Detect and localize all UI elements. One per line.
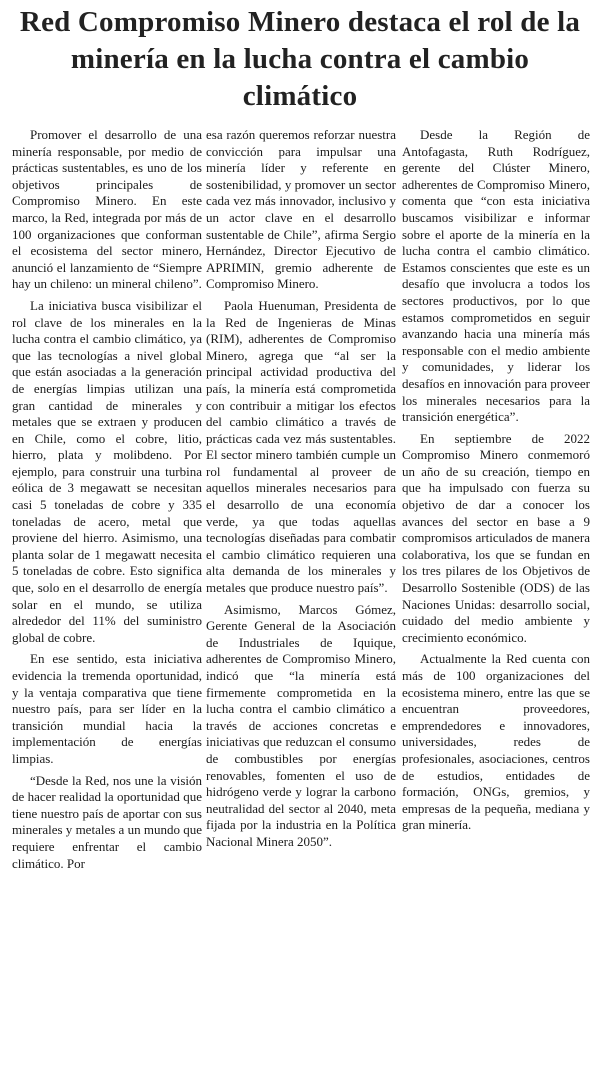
paragraph: Actualmente la Red cuenta con más de 100 organizaciones del ecosistema minero, entre las que se encuentran proveedores, emprendedores e innovadores, universidades, redes de profesionales, asociaciones, centros de estudios, entidades de formación, ONGs, gremios, y empresas de la pequeña, mediana y gran minería.: [402, 651, 590, 833]
paragraph-continued: esa razón queremos reforzar nuestra convicción para impulsar una minería líder y referente en sostenibilidad, y promover un sector cada vez más innovador, inclusivo y un actor clave en el desarrollo sustentable de Chile”, afirma Sergio Hernández, Director Ejecutivo de APRIMIN, gremio adherente de Compromiso Minero.: [206, 127, 396, 292]
paragraph: Paola Huenuman, Presidenta de la Red de Ingenieras de Minas (RIM), adherentes de Compromiso Minero, agrega que “al ser la principal actividad productiva del país, la minería está comprometida con contribuir a mitigar los efectos del cambio climático a través de prácticas cada vez más sustentables. El sector minero también cumple un rol fundamental al proveer de aquellos minerales necesarios para el desarrollo de una economía verde, ya que todas aquellas tecnologías diseñadas para combatir el cambio climático requieren una alta demanda de los minerales y metales que produce nuestro país”.: [206, 297, 396, 596]
paragraph: “Desde la Red, nos une la visión de hacer realidad la oportunidad que tiene nuestro país de aportar con sus minerales y metales a un mundo que requiere enfrentar el cambio climático. Por: [12, 772, 202, 871]
article-headline: Red Compromiso Minero destaca el rol de la minería en la lucha contra el cambio climático: [19, 6, 581, 112]
article-column-3: [402, 127, 590, 1075]
paragraph: En septiembre de 2022 Compromiso Minero conmemoró un año de su creación, tiempo en que ha impulsado con fuerza su objetivo de dar a conocer los avances del sector en base a 9 compromisos articulados de manera colaborativa, los que se fundan en los tres pilares de los Objetivos de Desarrollo Sostenible (ODS) de las Naciones Unidas: desarrollo social, cuidado del medio ambiente y crecimiento económico.: [402, 430, 590, 645]
paragraph: Promover el desarrollo de una minería responsable, por medio de prácticas sustentables, es uno de los objetivos principales de Compromiso Minero. En este marco, la Red, integrada por más de 100 organizaciones que conforman el ecosistema del sector minero, anunció el lanzamiento de “Siempre hay un chileno: un mineral chileno”.: [12, 127, 202, 292]
paragraph: Asimismo, Marcos Gómez, Gerente General de la Asociación de Industriales de Iquique, adherentes de Compromiso Minero, indicó que “la minería está firmemente comprometida en la lucha contra el cambio climático a través de acciones concretas e iniciativas que reduzcan el consumo de combustibles por energías renovables, fomenten el uso de hidrógeno verde y lograr la carbono neutralidad del sector al 2040, meta fijada por la industria en la Política Nacional Minera 2050”.: [206, 601, 396, 849]
paragraph: Desde la Región de Antofagasta, Ruth Rodríguez, gerente del Clúster Minero, adherentes de Compromiso Minero, comenta que “con esta iniciativa buscamos visibilizar e informar sobre el aporte de la minería en la lucha contra el cambio climático. Estamos conscientes que este es un desafío que involucra a todos los sectores productivos, por lo que estamos comprometidos en seguir avanzando hacia una minería más responsable con el medio ambiente y comunidades, y liderar los desafíos en innovación para proveer los minerales necesarios para la transición energética”.: [402, 127, 590, 425]
paragraph: En ese sentido, esta iniciativa evidencia la tremenda oportunidad, y la ventaja comparativa que tiene nuestro país, para ser líder en la transición mundial hacia la implementación de energías limpias.: [12, 651, 202, 766]
article-column-1: [12, 127, 202, 1075]
paragraph: La iniciativa busca visibilizar el rol clave de los minerales en la lucha contra el cambio climático, ya que las tecnologías a nivel global que están asociadas a la generación de energías limpias utilizan una gran cantidad de minerales y metales que se extraen y producen en Chile, como el cobre, litio, hierro, plata y molibdeno. Por ejemplo, para construir una turbina eólica de 3 megawatt se necesitan casi 5 toneladas de cobre y 335 toneladas de acero, metal que proviene del hierro. Asimismo, una planta solar de 1 megawatt necesita 5 toneladas de cobre. Esto significa que, solo en el desarrollo de energía solar en el mundo, se utiliza alrededor del 11% del suministro global de cobre.: [12, 297, 202, 645]
article-column-2: [206, 127, 396, 1075]
